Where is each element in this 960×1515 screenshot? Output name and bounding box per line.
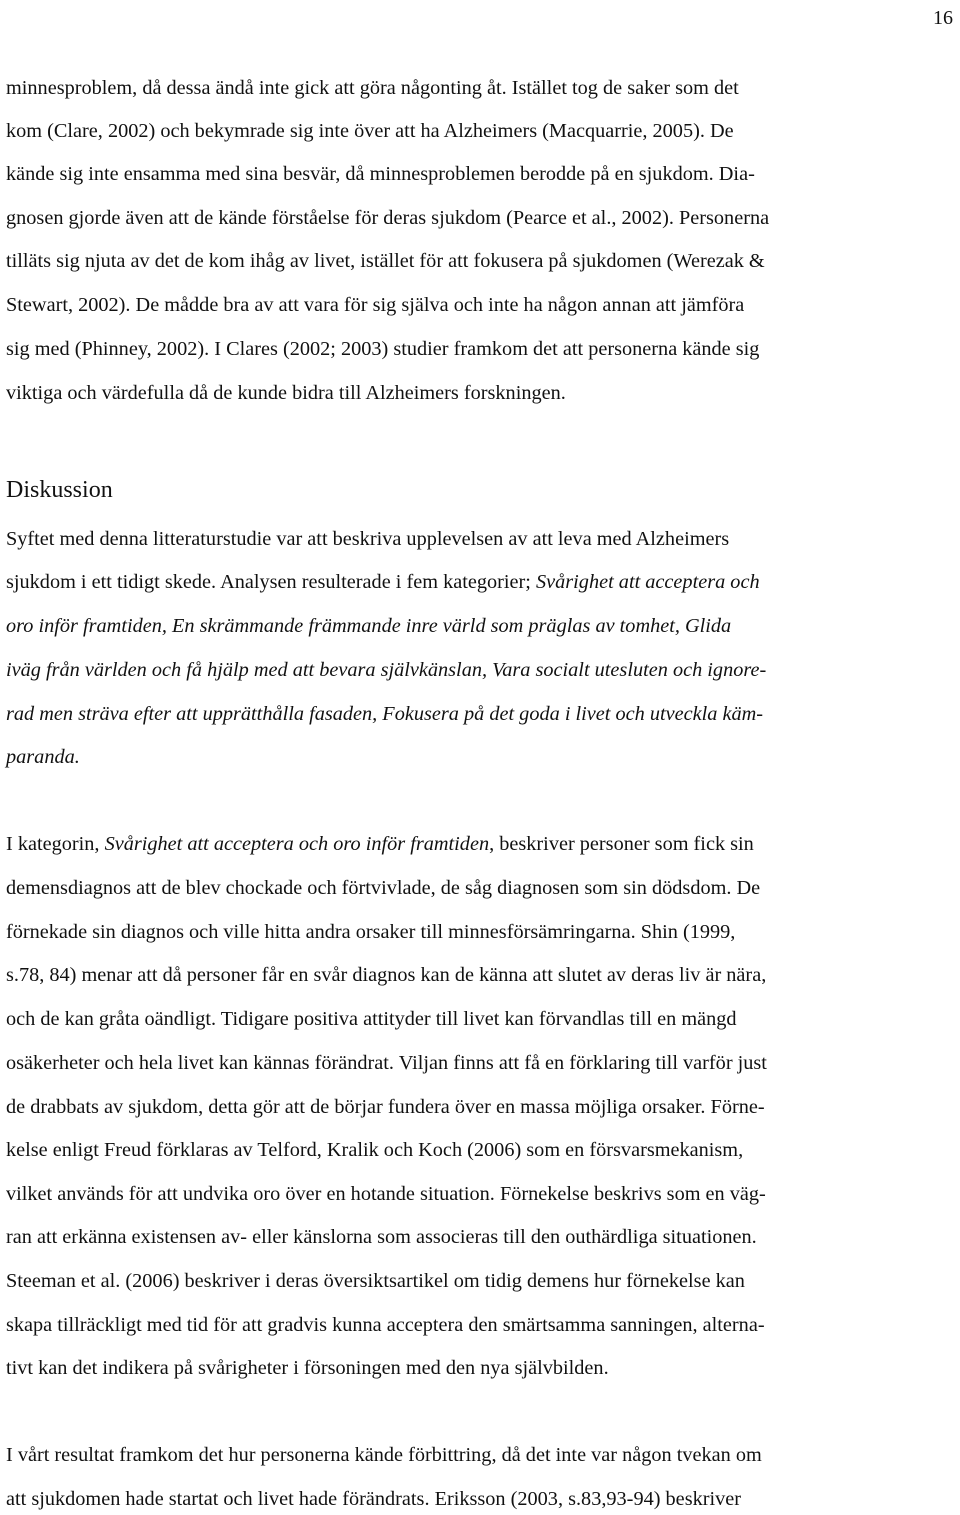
text-line: iväg från världen och få hjälp med att bevara självkänslan, Vara socialt utesluten och ignore- — [6, 659, 767, 681]
text-line: sig med (Phinney, 2002). I Clares (2002; 2003) studier framkom det att personerna kände sig — [6, 338, 760, 360]
text-line: rad men sträva efter att upprätthålla fasaden, Fokusera på det goda i livet och utveckla käm- — [6, 703, 764, 725]
text-line — [6, 569, 760, 595]
text-line: Syftet med denna litteraturstudie var att beskriva upplevelsen av att leva med Alzheimers — [6, 528, 730, 550]
text-line: att sjukdomen hade startat och livet hade förändrats. Eriksson (2003, s.83,93-94) beskriver — [6, 1488, 742, 1510]
plain-text: I kategorin, — [6, 833, 105, 855]
text-line: kom (Clare, 2002) och bekymrade sig inte över att ha Alzheimers (Macquarrie, 2005). De — [6, 120, 734, 142]
text-line: kände sig inte ensamma med sina besvär, då minnesproblemen berodde på en sjukdom. Dia- — [6, 163, 755, 185]
italic-text: Svårighet att acceptera och — [536, 571, 760, 593]
text-line: Steeman et al. (2006) beskriver i deras översiktsartikel om tidig demens hur förnekelse kan — [6, 1270, 745, 1292]
plain-text: , beskriver personer som fick sin — [489, 833, 754, 855]
text-line: kelse enligt Freud förklaras av Telford, Kralik och Koch (2006) som en försvarsmekanism, — [6, 1139, 744, 1161]
text-line: I vårt resultat framkom det hur personerna kände förbittring, då det inte var någon tvekan om — [6, 1444, 762, 1466]
text-line: tilläts sig njuta av det de kom ihåg av livet, istället för att fokusera på sjukdomen (Werezak & — [6, 250, 765, 272]
section-heading: Diskussion — [6, 477, 113, 503]
text-line: förnekade sin diagnos och ville hitta andra orsaker till minnesförsämringarna. Shin (1999, — [6, 921, 736, 943]
text-line — [6, 831, 754, 857]
text-line: oro inför framtiden, En skrämmande främmande inre värld som präglas av tomhet, Glida — [6, 615, 732, 637]
italic-text: Svårighet att acceptera och oro inför framtiden — [104, 833, 490, 855]
text-line: tivt kan det indikera på svårigheter i försoningen med den nya självbilden. — [6, 1357, 609, 1379]
text-line: minnesproblem, då dessa ändå inte gick att göra någonting åt. Istället tog de saker som det — [6, 77, 739, 99]
text-line: ran att erkänna existensen av- eller känslorna som associeras till den outhärdliga situationen. — [6, 1226, 757, 1248]
page-number: 16 — [933, 7, 953, 29]
text-line: demensdiagnos att de blev chockade och förtvivlade, de såg diagnosen som sin dödsdom. De — [6, 877, 761, 899]
text-line: vilket används för att undvika oro över en hotande situation. Förnekelse beskrivs som en väg- — [6, 1183, 766, 1205]
text-line: Stewart, 2002). De mådde bra av att vara för sig själva och inte ha någon annan att jämföra — [6, 294, 745, 316]
text-line: och de kan gråta oändligt. Tidigare positiva attityder till livet kan förvandlas till en mängd — [6, 1008, 737, 1030]
text-line: osäkerheter och hela livet kan kännas förändrat. Viljan finns att få en förklaring till varför just — [6, 1052, 767, 1074]
text-line: paranda. — [6, 746, 80, 768]
text-line: viktiga och värdefulla då de kunde bidra till Alzheimers forskningen. — [6, 382, 566, 404]
text-line: s.78, 84) menar att då personer får en svår diagnos kan de känna att slutet av deras liv är nära, — [6, 964, 767, 986]
text-line: skapa tillräckligt med tid för att gradvis kunna acceptera den smärtsamma sanningen, alterna- — [6, 1314, 765, 1336]
plain-text: sjukdom i ett tidigt skede. Analysen resulterade i fem kategorier; — [6, 571, 536, 593]
text-line: gnosen gjorde även att de kände förståelse för deras sjukdom (Pearce et al., 2002). Personerna — [6, 207, 770, 229]
text-line: de drabbats av sjukdom, detta gör att de börjar fundera över en massa möjliga orsaker. Förne- — [6, 1096, 765, 1118]
